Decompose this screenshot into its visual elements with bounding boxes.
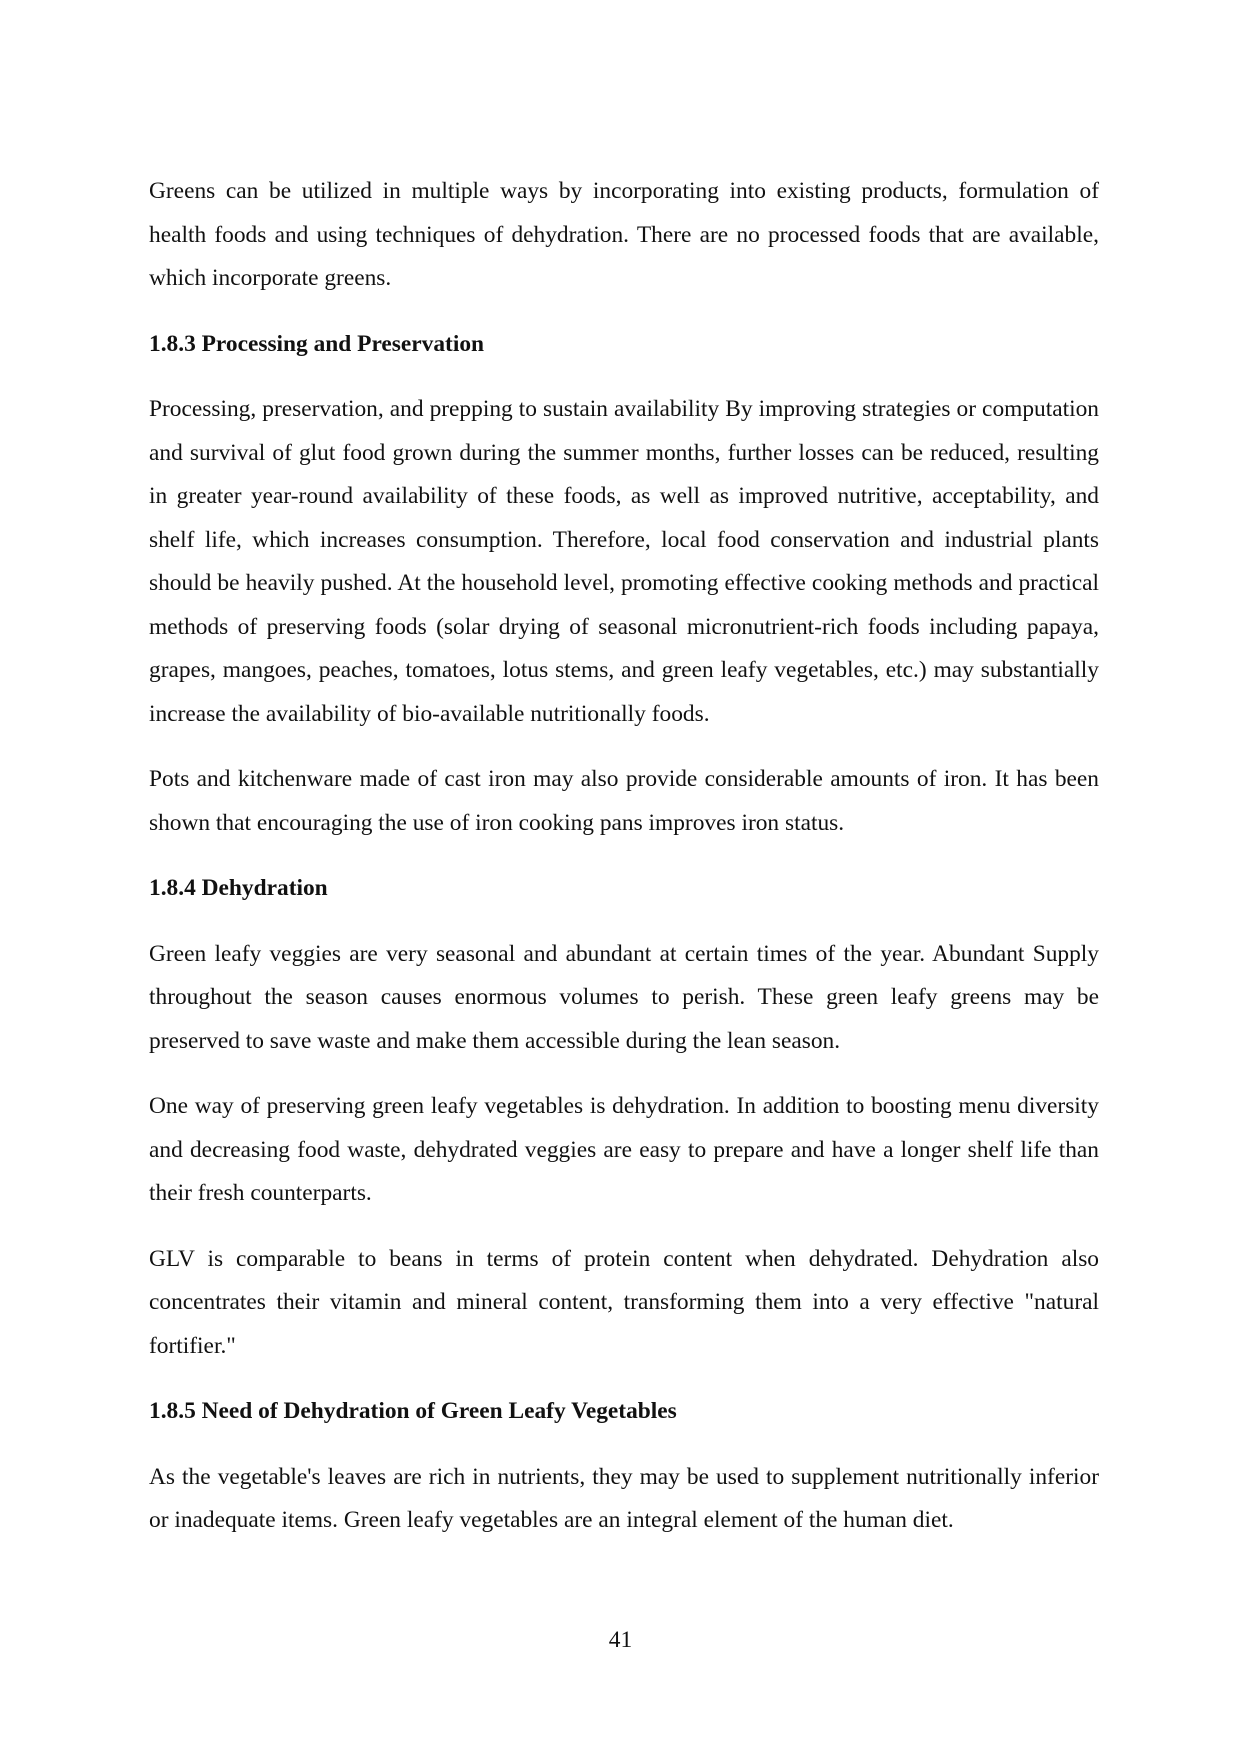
page-number: 41 bbox=[608, 1627, 633, 1653]
paragraph-leaves-nutrients: As the vegetable's leaves are rich in nutrients, they may be used to supplement nutritionally inferior or inadequate items. Green leafy vegetables are an integral element of the human diet. bbox=[149, 1463, 1099, 1533]
heading-need-of-dehydration: 1.8.5 Need of Dehydration of Green Leafy Vegetables bbox=[149, 1398, 677, 1424]
heading-processing-preservation: 1.8.3 Processing and Preservation bbox=[149, 330, 485, 357]
paragraph-greens-utilization: Greens can be utilized in multiple ways by incorporating into existing products, formulation of health foods and using techniques of dehydration. There are no processed foods that are available, which incorporate greens. bbox=[149, 178, 1099, 291]
paragraph-processing: Processing, preservation, and prepping to sustain availability By improving strategies or computation and survival of glut food grown during the summer months, further losses can be reduced, resulting in greater year-round availability of these foods, as well as improved nutritive, acceptability, and shelf life, which increases consumption. Therefore, local food conservation and industrial plants should be heavily pushed. At the household level, promoting effective cooking methods and practical methods of preserving foods (solar drying of seasonal micronutrient-rich foods including papaya, grapes, mangoes, peaches, tomatoes, lotus stems, and green leafy vegetables, etc.) may substantially increase the availability of bio-available nutritionally foods. bbox=[149, 396, 1099, 727]
page-content bbox=[149, 170, 1099, 1565]
paragraph-preserving-dehydration: One way of preserving green leafy vegetables is dehydration. In addition to boosting menu diversity and decreasing food waste, dehydrated veggies are easy to prepare and have a longer shelf life than their fresh counterparts. bbox=[149, 1093, 1099, 1206]
heading-dehydration: 1.8.4 Dehydration bbox=[149, 875, 328, 901]
paragraph-seasonal-veggies: Green leafy veggies are very seasonal and abundant at certain times of the year. Abundant Supply throughout the season causes enormous volumes to perish. These green leafy greens may be preserved to save waste and make them accessible during the lean season. bbox=[149, 940, 1099, 1054]
paragraph-glv-protein: GLV is comparable to beans in terms of protein content when dehydrated. Dehydration also concentrates their vitamin and mineral content, transforming them into a very effective "natural fortifier." bbox=[149, 1245, 1099, 1359]
paragraph-cast-iron: Pots and kitchenware made of cast iron may also provide considerable amounts of iron. It has been shown that encouraging the use of iron cooking pans improves iron status. bbox=[149, 766, 1099, 836]
